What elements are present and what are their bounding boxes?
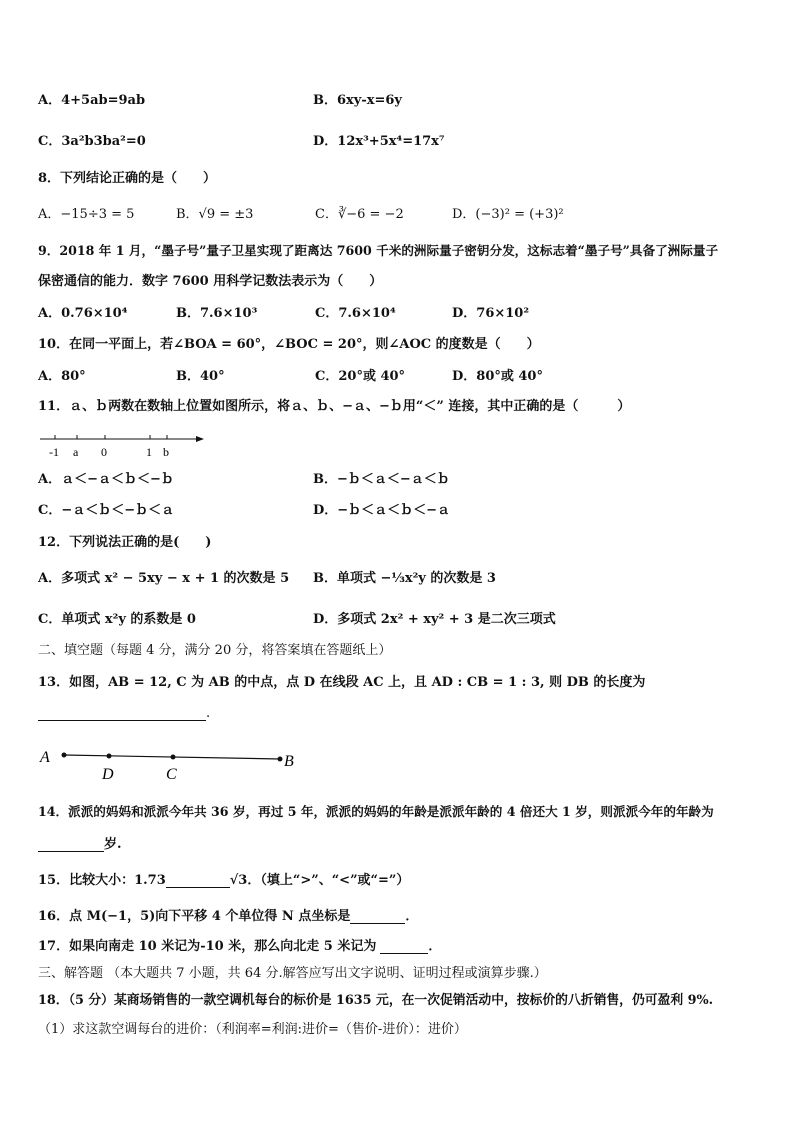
q16-line	[38, 905, 418, 924]
q14-answer-line	[38, 833, 122, 852]
q12-option-c: C．单项式 x²y 的系数是 0	[38, 612, 196, 627]
q12-option-d: D．多项式 2x² + xy² + 3 是二次三项式	[313, 612, 556, 627]
segment-figure	[36, 742, 306, 784]
q10-stem: 10．在同一平面上，若∠BOA = 60°，∠BOC = 20°，则∠AOC 的度数是（ ）	[38, 337, 540, 352]
q15-answer-blank[interactable]	[166, 873, 230, 888]
q7-option-a: A．4+5ab=9ab	[38, 93, 146, 108]
number-line-arrow	[196, 436, 204, 442]
q9-stem-line1: 9．2018 年 1 月，“墨子号”量子卫星实现了距离达 7600 千米的洲际量子密钥分发，这标志着“墨子号”具备了洲际量子	[38, 243, 719, 258]
q11-stem: 11．ａ、ｂ两数在数轴上位置如图所示，将ａ、ｂ、−ａ、−ｂ用“＜” 连接，其中正确的是（ ）	[38, 399, 631, 414]
q13-answer-line	[38, 706, 210, 721]
q12-stem: 12．下列说法正确的是( )	[38, 535, 212, 550]
q8-option-a: A．−15÷3 = 5	[38, 207, 135, 222]
q15-post: √3．（填上“>”、“<”或“=”）	[229, 873, 410, 888]
label-point-c: C	[166, 766, 177, 783]
q15-line	[38, 869, 409, 888]
q11-option-d: D．−ｂ＜ａ＜ｂ＜−ａ	[313, 503, 451, 518]
q8-option-b: B．√9 = ±3	[176, 207, 254, 222]
q8-stem: 8．下列结论正确的是（ ）	[38, 171, 217, 186]
q13-answer-blank[interactable]	[38, 706, 206, 721]
q16-pre: 16．点 M(−1，5)向下平移 4 个单位得 N 点坐标是	[38, 909, 351, 924]
q13-stem: 13．如图，AB = 12, C 为 AB 的中点，点 D 在线段 AC 上，且 AD : CB = 1 : 3, 则 DB 的长度为	[38, 675, 646, 690]
q8-option-d: D．(−3)² = (+3)²	[452, 207, 564, 222]
q14-tail: 岁.	[104, 837, 122, 852]
label-point-d: D	[102, 766, 114, 783]
q12-option-a: A．多项式 x² − 5xy − x + 1 的次数是 5	[38, 571, 290, 586]
q7-option-d: D．12x³+5x⁴=17x⁷	[313, 134, 445, 149]
point-d	[107, 754, 112, 759]
q13-tail: .	[206, 706, 211, 721]
label-point-b: B	[284, 753, 294, 770]
point-b	[278, 757, 283, 762]
axis-label-b: b	[163, 445, 169, 459]
q11-option-b: B．−ｂ＜ａ＜−ａ＜ｂ	[313, 472, 450, 487]
q8-option-c: C．∛−6 = −2	[315, 207, 404, 222]
q17-post: ．	[428, 939, 442, 954]
q17-pre: 17．如果向南走 10 米记为-10 米，那么向北走 5 米记为	[38, 939, 377, 954]
q18-sub1: （1）求这款空调每台的进价：（利润率=利润:进价=（售价-进价）：进价）	[38, 1022, 467, 1037]
q9-option-a: A．0.76×10⁴	[38, 306, 128, 321]
axis-label-0: 0	[101, 445, 107, 459]
q16-answer-blank[interactable]	[350, 909, 405, 924]
q12-option-b: B．单项式 −⅓x²y 的次数是 3	[313, 571, 496, 586]
q18-stem: 18．（5 分）某商场销售的一款空调机每台的标价是 1635 元，在一次促销活动中，按标价的八折销售，仍可盈利 9%.	[38, 993, 714, 1008]
q7-option-c: C．3a²b3ba²=0	[38, 134, 146, 149]
q10-option-b: B．40°	[176, 369, 225, 384]
q9-option-c: C．7.6×10⁴	[315, 306, 396, 321]
axis-label-1: 1	[146, 445, 152, 459]
q10-option-c: C．20°或 40°	[315, 369, 406, 384]
q11-option-c: C．−ａ＜ｂ＜−ｂ＜ａ	[38, 503, 175, 518]
label-point-a: A	[40, 749, 50, 766]
q7-option-b: B．6xy-x=6y	[313, 93, 402, 108]
q14-answer-blank[interactable]	[38, 837, 104, 852]
point-a	[62, 753, 67, 758]
q11-option-a: A．ａ＜−ａ＜ｂ＜−ｂ	[38, 472, 174, 487]
q9-option-b: B．7.6×10³	[176, 306, 258, 321]
q10-option-d: D．80°或 40°	[452, 369, 543, 384]
q16-post: ．	[405, 909, 419, 924]
axis-label-a: a	[73, 445, 79, 459]
point-c	[171, 755, 176, 760]
q9-option-d: D．76×10²	[452, 306, 530, 321]
q10-option-a: A．80°	[38, 369, 86, 384]
section-2-heading: 二、填空题（每题 4 分，满分 20 分，将答案填在答题纸上）	[38, 643, 392, 658]
q14-stem: 14．派派的妈妈和派派今年共 36 岁，再过 5 年，派派的妈妈的年龄是派派年龄的 4 倍还大 1 岁，则派派今年的年龄为	[38, 804, 714, 819]
axis-label-neg1: -1	[49, 445, 59, 459]
number-line-figure	[36, 428, 216, 462]
q17-line	[38, 935, 441, 954]
section-3-heading: 三、解答题 （本大题共 7 小题，共 64 分.解答应写出文字说明、证明过程或演算步骤.）	[38, 966, 547, 981]
q9-stem-line2: 保密通信的能力．数字 7600 用科学记数法表示为（ ）	[38, 274, 383, 289]
q17-answer-blank[interactable]	[380, 939, 428, 954]
q15-pre: 15．比较大小：1.73	[38, 873, 166, 888]
